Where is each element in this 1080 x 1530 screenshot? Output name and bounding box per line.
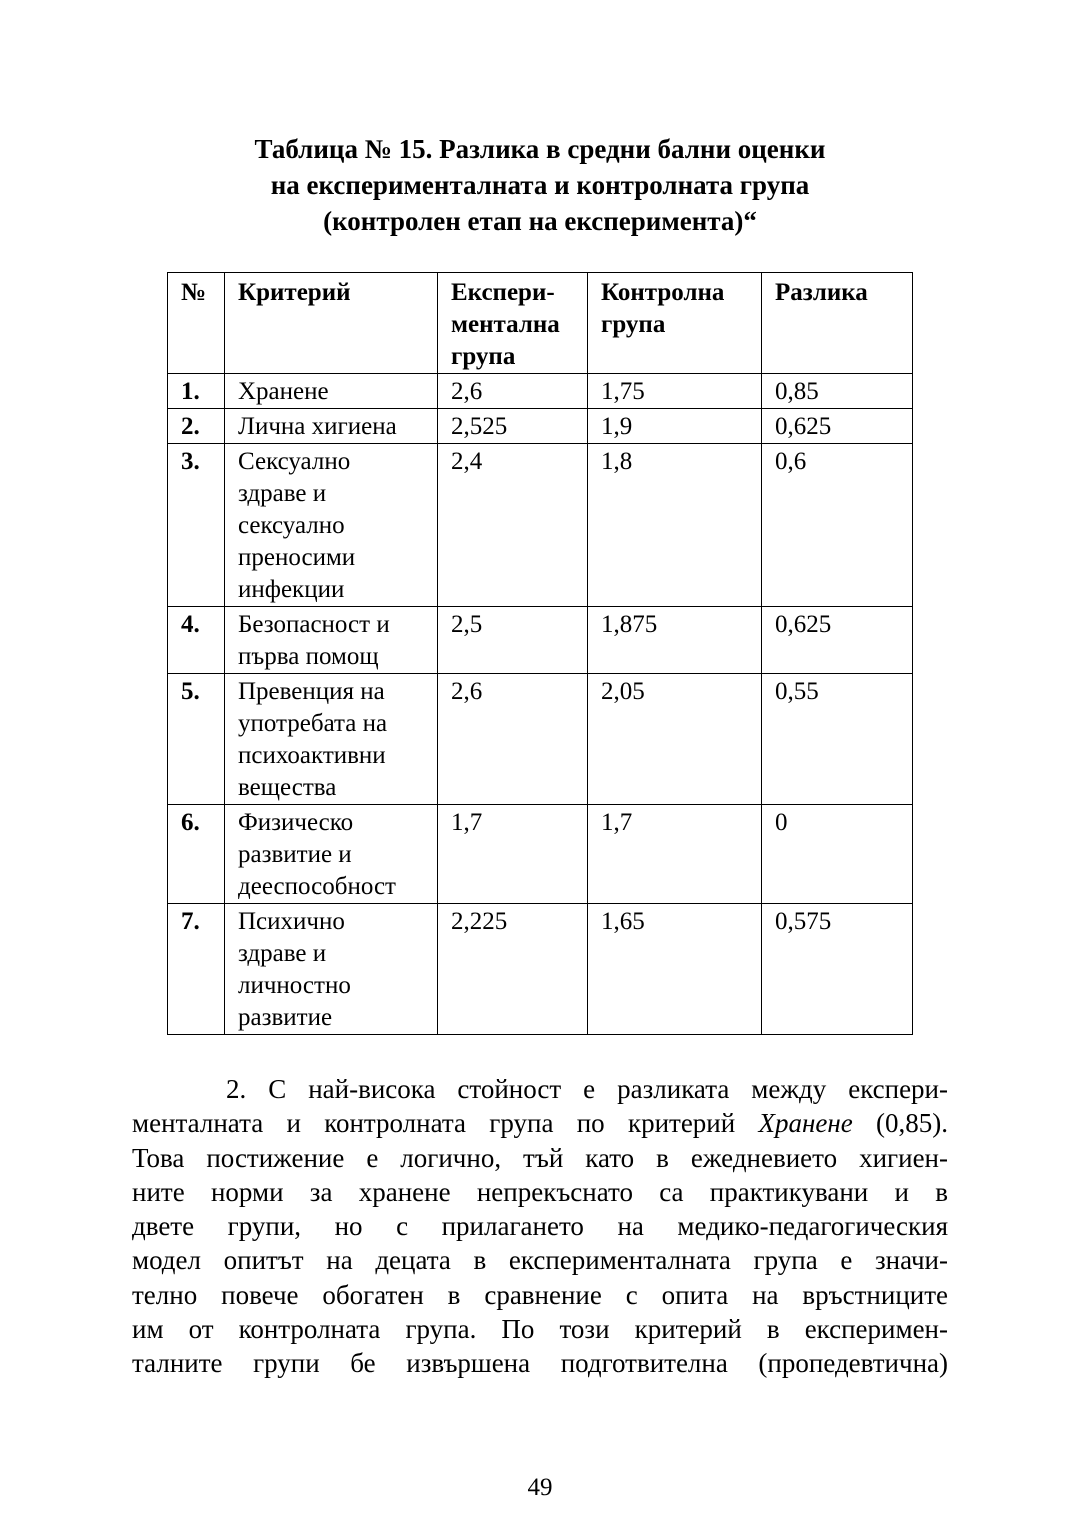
table-row: [168, 904, 913, 1035]
row-number: 1.: [168, 374, 225, 409]
paragraph-line: модел опитът на децата в експерименталната група е значи-: [132, 1245, 948, 1276]
row-experimental: 1,7: [438, 805, 588, 904]
caption-line-1: Таблица № 15. Разлика в средни бални оценки: [254, 134, 826, 164]
row-control: 1,8: [588, 444, 762, 607]
header-criterion: Критерий: [225, 273, 438, 374]
paragraph-line: менталната и контролната група по критерий Хранене (0,85).: [132, 1108, 949, 1139]
header-number: №: [168, 273, 225, 374]
row-number: 4.: [168, 607, 225, 674]
row-difference: 0,625: [762, 409, 913, 444]
row-control: 1,75: [588, 374, 762, 409]
row-criterion: Превенция на употребата на психоактивни вещества: [225, 674, 438, 805]
header-experimental: Експери- ментална група: [438, 273, 588, 374]
row-number: 6.: [168, 805, 225, 904]
row-criterion: Хранене: [225, 374, 438, 409]
table-row: [168, 444, 913, 607]
row-criterion: Безопасност и първа помощ: [225, 607, 438, 674]
table-row: [168, 674, 913, 805]
row-experimental: 2,525: [438, 409, 588, 444]
row-criterion: Психично здраве и личностно развитие: [225, 904, 438, 1035]
page-number: 49: [527, 1474, 553, 1501]
row-experimental: 2,4: [438, 444, 588, 607]
table-row: [168, 374, 913, 409]
row-control: 1,65: [588, 904, 762, 1035]
paragraph-line: телно повече обогатен в сравнение с опита на връстниците: [132, 1279, 948, 1310]
row-experimental: 2,6: [438, 374, 588, 409]
row-difference: 0,625: [762, 607, 913, 674]
table-header-row: [168, 273, 913, 374]
row-number: 2.: [168, 409, 225, 444]
paragraph-line: 2. С най-висока стойност е разликата между експери-: [226, 1074, 948, 1104]
row-control: 2,05: [588, 674, 762, 805]
caption-line-3: (контролен етап на експеримента)“: [323, 206, 757, 236]
row-control: 1,9: [588, 409, 762, 444]
row-criterion: Сексуално здраве и сексуално преносими инфекции: [225, 444, 438, 607]
row-criterion: Лична хигиена: [225, 409, 438, 444]
row-experimental: 2,225: [438, 904, 588, 1035]
row-difference: 0,85: [762, 374, 913, 409]
paragraph-line: им от контролната група. По този критерий в експеримен-: [132, 1314, 948, 1345]
row-control: 1,7: [588, 805, 762, 904]
row-number: 7.: [168, 904, 225, 1035]
row-number: 3.: [168, 444, 225, 607]
row-difference: 0,6: [762, 444, 913, 607]
criterion-emphasis: Хранене: [758, 1108, 853, 1139]
table-row: [168, 805, 913, 904]
paragraph-line: ните норми за хранене непрекъснато са практикувани и в: [132, 1176, 948, 1207]
header-control: Контролна група: [588, 273, 762, 374]
row-control: 1,875: [588, 607, 762, 674]
row-experimental: 2,5: [438, 607, 588, 674]
paragraph-line: талните групи бе извършена подготвителна (пропедевтична): [132, 1348, 948, 1379]
row-difference: 0,55: [762, 674, 913, 805]
table-caption: [0, 131, 1080, 239]
paragraph-line: двете групи, но с прилагането на медико-педагогическия: [132, 1211, 948, 1242]
body-paragraph: [132, 1072, 948, 1381]
scores-table: [167, 272, 913, 1035]
row-criterion: Физическо развитие и дееспособност: [225, 805, 438, 904]
row-number: 5.: [168, 674, 225, 805]
row-experimental: 2,6: [438, 674, 588, 805]
header-difference: Разлика: [762, 273, 913, 374]
table-row: [168, 607, 913, 674]
row-difference: 0,575: [762, 904, 913, 1035]
table-row: [168, 409, 913, 444]
caption-line-2: на експерименталната и контролната група: [270, 170, 810, 200]
paragraph-line: Това постижение е логично, тъй като в ежедневието хигиен-: [132, 1142, 948, 1173]
row-difference: 0: [762, 805, 913, 904]
